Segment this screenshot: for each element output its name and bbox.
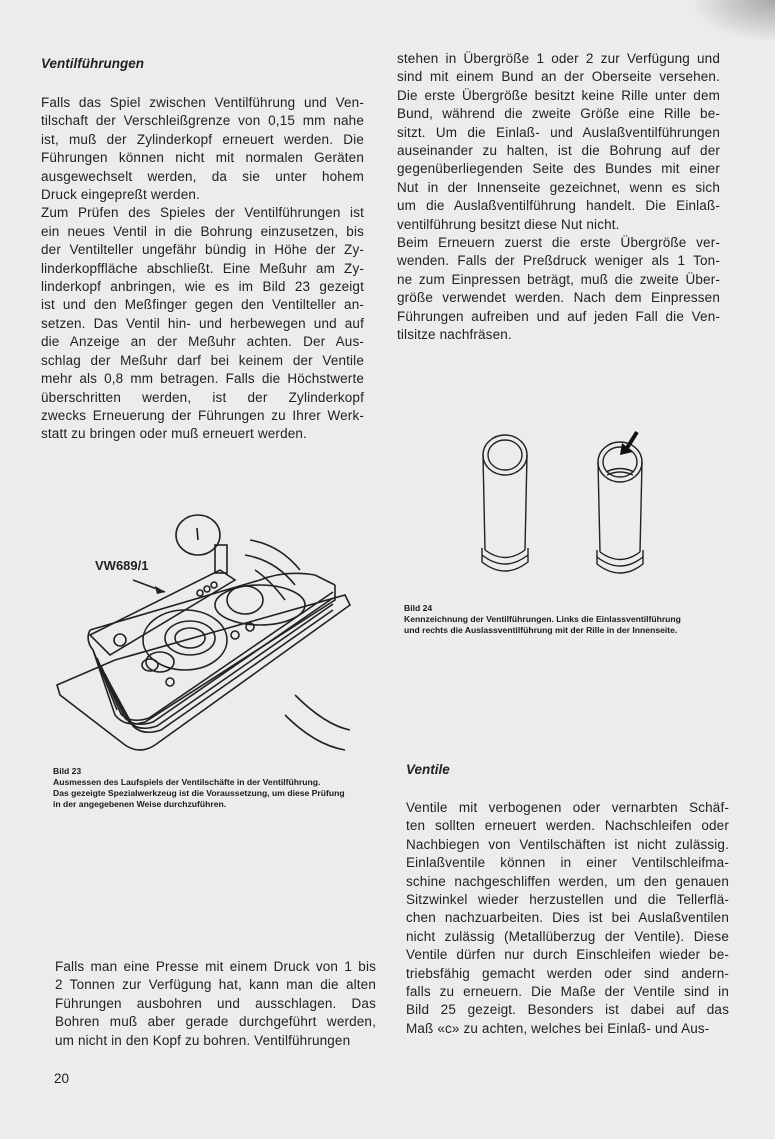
caption-line: in der angegebenen Weise durchzuführen. xyxy=(53,799,227,809)
text-line: Zum Prüfen des Spieles der Ventilführungen ist xyxy=(41,205,364,221)
text-line: sind mit einem Bund an der Oberseite versehen. xyxy=(397,69,720,85)
right-column xyxy=(397,50,720,345)
paragraph-valves xyxy=(406,799,729,1038)
text-line: um die Auslaßventilführung handelt. Die Einlaß- xyxy=(397,198,720,214)
text-line: Ventile mit verbogenen oder vernarbten Schäf- xyxy=(406,800,729,815)
text-line: ne zum Einpressen beträgt, muß die zweite Über- xyxy=(397,271,720,287)
text-line: auseinander zu halten, ist die Bohrung auf der xyxy=(397,143,720,159)
right-column-bottom xyxy=(406,762,729,1038)
text-line: Nut in der Innenseite gezeichnet, wenn es sich xyxy=(397,179,720,195)
text-line: Führungen aufreiben und auf jeden Fall die Ven- xyxy=(397,308,720,324)
page-edge-shadow xyxy=(695,0,775,40)
text-line: um nicht in den Kopf zu bohren. Ventilführungen xyxy=(55,1032,351,1048)
text-line: Falls das Spiel zwischen Ventilführung und Ven- xyxy=(41,95,364,110)
left-column-bottom xyxy=(55,958,376,1050)
text-line: Maß «c» zu achten, welches bei Einlaß- und Aus- xyxy=(406,1020,710,1036)
caption-title: Bild 24 xyxy=(404,603,433,613)
text-line: schlag der Meßuhr darf bei keinem der Ventile xyxy=(41,352,364,368)
valve-guides-drawing xyxy=(470,430,670,590)
text-line: chen nachzuarbeiten. Dies ist bei Auslaßventilen xyxy=(406,910,729,926)
caption-line: Kennzeichnung der Ventilführungen. Links die Einlassventilführung xyxy=(404,614,681,624)
text-line: größe verwendet werden. Nach dem Einpressen xyxy=(397,290,720,306)
text-line: Führungen ausbohren und ausschlagen. Das xyxy=(55,995,376,1011)
text-line: nicht zulässig (Metallüberzug der Ventile). Diese xyxy=(406,928,729,944)
cylinder-head-measurement-drawing xyxy=(45,500,365,760)
text-line: gegenüberliegenden Seite des Bundes mit einer xyxy=(397,161,720,177)
text-line: wenden. Falls der Preßdruck weniger als 1 Ton- xyxy=(397,253,720,269)
text-line: statt zu bringen oder muß erneuert werden. xyxy=(41,426,307,442)
text-line: tilschaft der Verschleißgrenze von 0,15 mm nahe xyxy=(41,113,364,129)
text-line: Bund, während die zweite Größe eine Rille be- xyxy=(397,106,720,122)
paragraph-press xyxy=(55,958,376,1050)
text-line: ausgewechselt werden, da sie unter hohem xyxy=(41,168,364,184)
text-line: ein neues Ventil in die Bohrung einzusetzen, bis xyxy=(41,223,364,239)
text-line: Bohren muß aber gerade durchgeführt werden, xyxy=(55,1014,376,1030)
left-column xyxy=(41,56,364,444)
text-line: die Anzeige an der Meßuhr achten. Der Aus- xyxy=(41,334,364,350)
text-line: Druck eingepreßt werden. xyxy=(41,187,200,203)
figure-24-illustration xyxy=(470,430,670,590)
text-line: triebsfähig gemacht werden oder sind andern- xyxy=(406,965,729,981)
text-line: Falls man eine Presse mit einem Druck von 1 bis xyxy=(55,959,376,974)
section-heading-ventile: Ventile xyxy=(406,762,450,777)
text-line: schine nachgeschliffen werden, um den genauen xyxy=(406,873,729,889)
text-line: ventilführung besitzt diese Nut nicht. xyxy=(397,216,620,232)
text-line: Nachbiegen von Ventilschäften ist nicht zulässig. xyxy=(406,836,729,852)
page-number: 20 xyxy=(54,1071,70,1086)
paragraph-oversizes xyxy=(397,50,720,234)
text-line: der Ventilteller ungefähr bündig in Höhe der Zy- xyxy=(41,242,364,258)
caption-line: Ausmessen des Laufspiels der Ventilschäfte in der Ventilführung. xyxy=(53,777,321,787)
text-line: Bild 25 gezeigt. Besonders ist dabei auf das xyxy=(406,1002,729,1018)
text-line: tilsitze nachfräsen. xyxy=(397,327,512,343)
text-line: ten sollten erneuert werden. Nachschleifen oder xyxy=(406,818,729,834)
text-line: zwecks Erneuerung der Führungen zu Ihrer Werk- xyxy=(41,407,364,423)
figure-23-illustration xyxy=(45,500,365,760)
caption-line: und rechts die Auslassventilführung mit der Rille in der Innenseite. xyxy=(404,625,678,635)
caption-title: Bild 23 xyxy=(53,766,82,776)
text-line: ist und den Meßfinger gegen den Ventilteller an- xyxy=(41,297,364,313)
paragraph-renewal xyxy=(397,234,720,344)
text-line: mehr als 0,8 mm betragen. Falls die Höchstwerte xyxy=(41,371,364,387)
text-line: stehen in Übergröße 1 oder 2 zur Verfügung und xyxy=(397,51,720,66)
figure-24-caption xyxy=(404,603,734,636)
text-line: falls zu erneuern. Die Maße der Ventile sind in xyxy=(406,984,729,1000)
text-line: Die erste Übergröße besitzt keine Rille unter dem xyxy=(397,87,720,103)
text-line: Führungen können nicht mit normalen Geräten xyxy=(41,150,364,166)
text-line: linderkopf anbringen, wie es im Bild 23 gezeigt xyxy=(41,279,364,295)
tool-label: VW689/1 xyxy=(95,558,149,573)
text-line: Beim Erneuern zuerst die erste Übergröße ver- xyxy=(397,235,720,251)
text-line: Einlaßventile können in einer Ventilschleifma- xyxy=(406,855,729,871)
text-line: ist, muß der Zylinderkopf erneuert werden. Die xyxy=(41,131,364,147)
text-line: überschritten werden, ist der Zylinderkopf xyxy=(41,389,364,405)
caption-line: Das gezeigte Spezialwerkzeug ist die Voraussetzung, um diese Prüfung xyxy=(53,788,345,798)
text-line: 2 Tonnen zur Verfügung hat, kann man die alten xyxy=(55,977,376,993)
text-line: Sitzwinkel wieder herzustellen und die Tellerflä- xyxy=(406,892,729,908)
text-line: setzen. Das Ventil hin- und herbewegen und auf xyxy=(41,315,364,331)
paragraph-wear-limit xyxy=(41,94,364,204)
text-line: Ventile dürfen nur durch Einschleifen wieder be- xyxy=(406,947,729,963)
text-line: linderkopffläche abschließt. Eine Meßuhr am Zy- xyxy=(41,260,364,276)
section-heading-ventilfuehrungen: Ventilführungen xyxy=(41,56,144,71)
figure-23-caption xyxy=(53,766,383,810)
paragraph-checking-play xyxy=(41,204,364,443)
text-line: sitzt. Um die Einlaß- und Auslaßventilführungen xyxy=(397,124,720,140)
